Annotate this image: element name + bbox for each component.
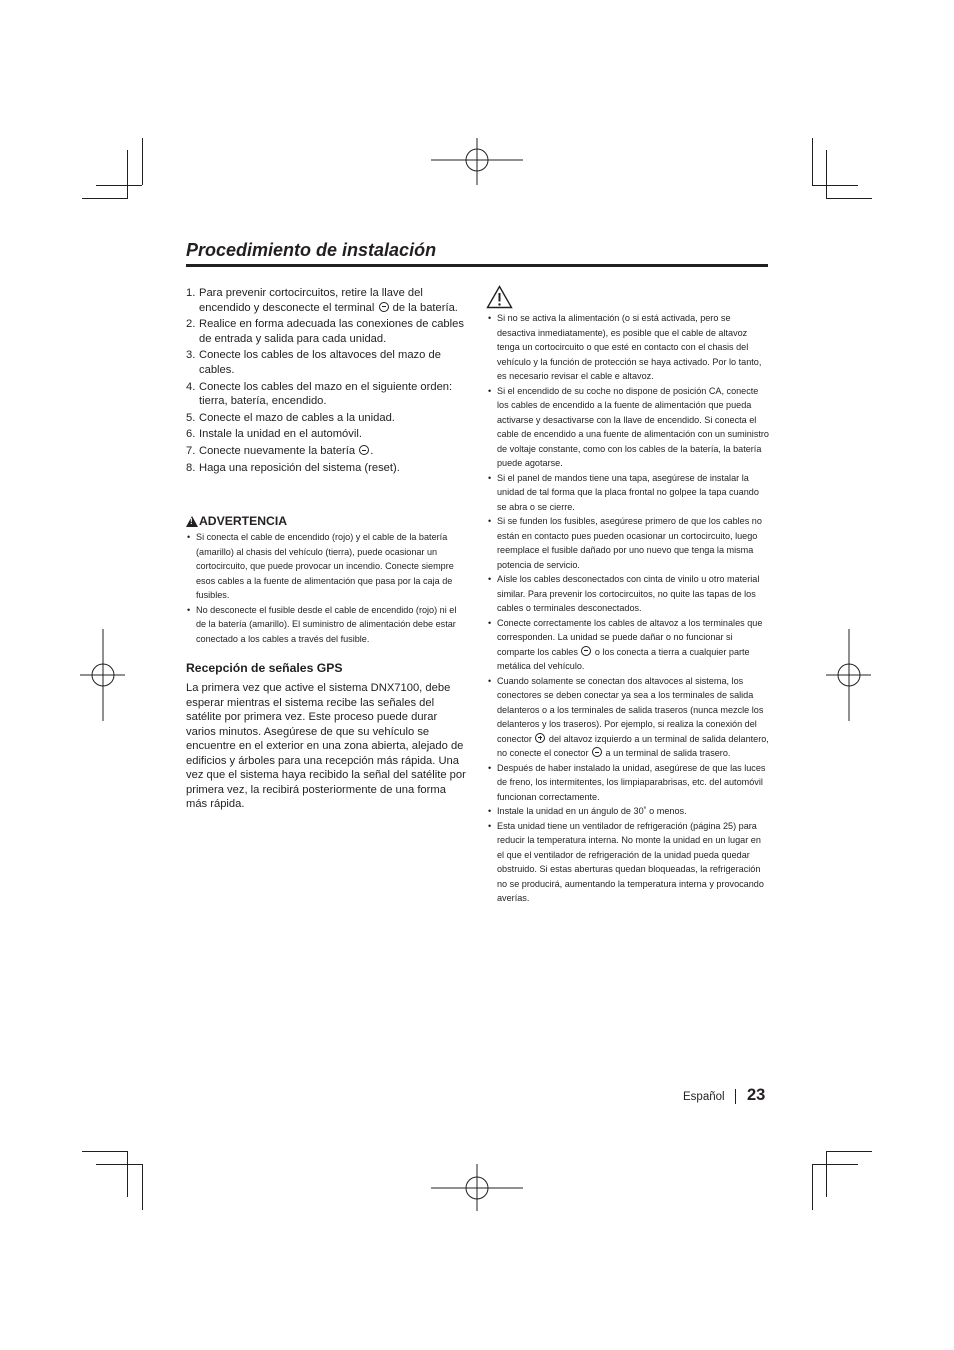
step-item <box>186 317 466 346</box>
caution-list <box>487 311 769 906</box>
step-item <box>186 411 466 426</box>
step-number: 3. <box>186 349 196 362</box>
registration-mark-left <box>80 628 126 722</box>
caution-text: Si se funden los fusibles, asegúrese primero de que los cables no están en contacto pues pueden ocasionar un cortocircuito, luego reemplace el fusible dañado por uno nuevo que tenga la misma potencia de servicio. <box>497 516 762 570</box>
caution-item <box>487 471 769 515</box>
installation-steps <box>186 286 466 478</box>
step-text: Conecte los cables de los altavoces del mazo de cables. <box>199 349 441 376</box>
footer-language: Español <box>683 1091 725 1103</box>
warning-icon <box>186 516 198 527</box>
warning-list <box>186 530 467 646</box>
caution-text: Esta unidad tiene un ventilador de refrigeración (página 25) para reducir la temperatura interna. No monte la unidad en un lugar en el que el ventilador de refrigeración de la unidad pueda quedar obstruido. Si estas aberturas quedan bloqueadas, la refrigeración no se producirá, aumentando la temperatura interna y provocando averías. <box>497 820 764 903</box>
caution-text: Si no se activa la alimentación (o si está activada, pero se desactiva inmediatamente), es posible que el cable de altavoz tenga un cortocircuito o que esté en contacto con el chasis del vehículo y la función de protección se haya activado. Por lo tanto, es necesario revisar el cable e altavoz. <box>497 313 762 381</box>
step-number: 1. <box>186 287 196 299</box>
caution-text: o los conecta a tierra a cualquier parte metálica del vehículo. <box>497 646 750 671</box>
step-text-after: de la batería. <box>389 301 458 314</box>
step-item <box>186 348 466 377</box>
step-item <box>186 286 466 315</box>
caution-text: Instale la unidad en un ángulo de 30˚ o menos. <box>497 806 687 816</box>
step-item <box>186 461 466 476</box>
caution-item <box>487 572 769 616</box>
warning-heading <box>186 514 287 528</box>
minus-terminal-icon <box>581 646 591 656</box>
footer-divider <box>735 1089 736 1104</box>
caution-item <box>487 616 769 674</box>
caution-text: del altavoz izquierdo a un terminal de salida delantero, no conecte el conector <box>497 733 769 758</box>
step-number: 5. <box>186 411 196 424</box>
minus-terminal-icon <box>592 747 602 757</box>
page-number: 23 <box>747 1086 766 1104</box>
minus-terminal-icon <box>359 445 369 455</box>
caution-text: Si el encendido de su coche no dispone de posición CA, conecte los cables de encendido a la fuente de alimentación que pueda activarse y desactivarse con la llave de encendido. Si conecta el cable de encendido a una fuente de alimentación con un suministro de voltaje constante, como con los cables de la batería, la batería puede agotarse. <box>497 385 769 468</box>
step-number: 6. <box>186 428 196 441</box>
caution-item <box>487 674 769 761</box>
gps-paragraph: La primera vez que active el sistema DNX7100, debe esperar mientras el sistema recibe las señales del satélite por primera vez. Este proceso puede durar varios minutos. Asegúrese de que su vehículo se encuentre en el exterior en una zona abierta, alejado de edificios y árboles para una recepción más rápida. Una vez que el sistema haya recibido la señal del satélite por primera vez, la recibirá posteriormente de una forma más rápida. <box>186 682 466 810</box>
step-number: 7. <box>186 445 196 458</box>
caution-text: Cuando solamente se conectan dos altavoces al sistema, los conectores se deben conectar ya sea a los terminales de salida delanteros o a los terminales de salida traseros (nunca mezcle los delanteros y los traseros). Por ejemplo, si realiza la conexión del conector <box>497 675 764 744</box>
step-item <box>186 427 466 442</box>
step-text: Conecte el mazo de cables a la unidad. <box>199 411 395 424</box>
registration-mark-right <box>826 628 872 722</box>
caution-text: a un terminal de salida trasero. <box>603 748 731 758</box>
caution-item <box>487 819 769 906</box>
step-number: 4. <box>186 380 196 393</box>
caution-text: Conecte correctamente los cables de altavoz a los terminales que corresponden. La unidad se puede dañar o no funcionar si comparte los cables <box>497 617 763 657</box>
warning-item: • No desconecte el fusible desde el cable de encendido (rojo) ni el de la batería (amarillo). El suministro de alimentación debe estar conectado a los cables a través del fusible. <box>186 603 467 647</box>
step-text: Haga una reposición del sistema (reset). <box>199 461 400 474</box>
step-text-after: . <box>370 445 374 458</box>
step-text: Realice en forma adecuada las conexiones de cables de entrada y salida para cada unidad. <box>199 318 464 345</box>
gps-heading: Recepción de señales GPS <box>186 661 343 675</box>
caution-text: Si el panel de mandos tiene una tapa, asegúrese de instalar la unidad de tal forma que la placa frontal no golpee la tapa cuando se abra o se cierre. <box>497 472 759 512</box>
step-number: 8. <box>186 461 196 474</box>
registration-mark-top <box>430 138 524 186</box>
caution-text: Aísle los cables desconectados con cinta de vinilo u otro material similar. Para prevenir los cortocircuitos, no quite las tapas de los cables o terminales desconectados. <box>497 574 760 613</box>
warning-heading-text: ADVERTENCIA <box>199 514 288 528</box>
step-item <box>186 380 466 409</box>
registration-mark-bottom <box>430 1164 524 1212</box>
minus-terminal-icon <box>379 302 389 312</box>
caution-icon <box>486 285 513 309</box>
step-text: Instale la unidad en el automóvil. <box>199 428 362 441</box>
step-text: Conecte los cables del mazo en el siguiente orden: tierra, batería, encendido. <box>199 380 453 408</box>
caution-item <box>487 311 769 384</box>
step-text: Para prevenir cortocircuitos, retire la llave del encendido y desconecte el terminal <box>199 287 423 314</box>
warning-item: • Si conecta el cable de encendido (rojo) y el cable de la batería (amarillo) al chasis del vehículo (tierra), puede ocasionar un cortocircuito, que puede provocar un incendio. Conecte siempre esos cables a la fuente de alimentación que pasa por la caja de fusibles. <box>186 530 467 603</box>
page-title: Procedimiento de instalación <box>186 240 437 260</box>
caution-item <box>487 761 769 805</box>
caution-item <box>487 384 769 471</box>
title-underline <box>186 264 768 267</box>
step-number: 2. <box>186 318 196 331</box>
caution-text: Después de haber instalado la unidad, asegúrese de que las luces de freno, los intermitentes, los limpiaparabrisas, etc. del automóvil funcionan correctamente. <box>497 762 766 802</box>
plus-terminal-icon <box>535 733 545 743</box>
step-item <box>186 444 466 459</box>
step-text: Conecte nuevamente la batería <box>199 445 356 458</box>
caution-item <box>487 804 769 819</box>
caution-item <box>487 514 769 572</box>
